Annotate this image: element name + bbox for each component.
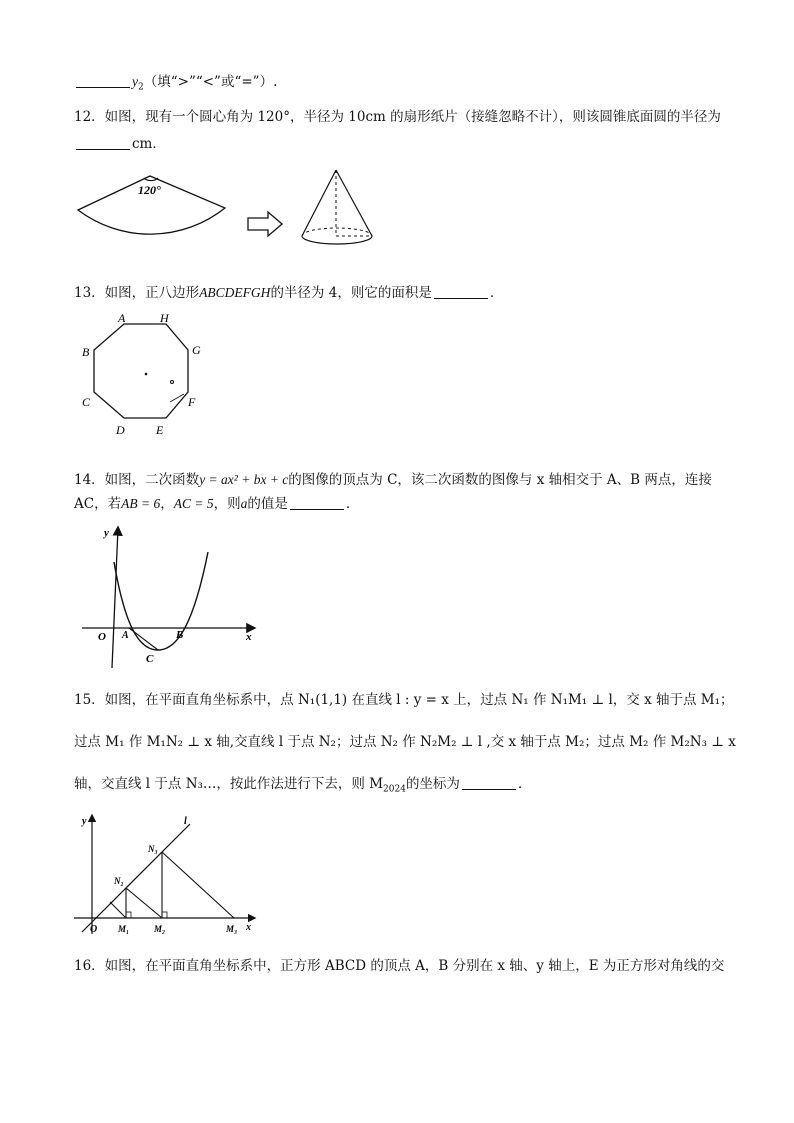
- q15-line3: 轴，交直线 l 于点 N₃…，按此作法进行下去，则 $M_{2024}$的坐标为 ．: [74, 776, 532, 795]
- cone-base-front: [302, 236, 372, 244]
- svg-text:l: l: [184, 816, 187, 827]
- answer-blank[interactable]: [76, 73, 130, 88]
- q14-parabola-figure: [76, 522, 266, 670]
- svg-text:x: x: [246, 922, 251, 933]
- vertex-label-e: E: [156, 423, 164, 437]
- arrow-icon: [248, 212, 282, 236]
- y2-var: y: [132, 74, 138, 89]
- svg-text:O: O: [98, 631, 106, 643]
- svg-text:N₃: N₃: [148, 844, 158, 854]
- cone-right-edge: [336, 170, 372, 236]
- line-l: [82, 824, 190, 932]
- q11-hint: （填“>”“<”或“=”）.: [143, 74, 278, 90]
- vertex-label-h: H: [160, 311, 169, 325]
- svg-text:C: C: [146, 653, 154, 665]
- q15-line1: 15．如图，在平面直角坐标系中，点 N₁(1,1) 在直线 l : y = x 上，过点 N₁ 作 N₁M₁ ⊥ l，交 x 轴于点 M₁；: [74, 692, 734, 708]
- q16-text: 16．如图，在平面直角坐标系中，正方形 ABCD 的顶点 A，B 分别在 x 轴、y 轴上，E 为正方形对角线的交: [74, 958, 725, 974]
- svg-text:M₃: M₃: [226, 924, 238, 934]
- q15-construction-figure: [70, 810, 270, 940]
- svg-text:M₁: M₁: [118, 924, 130, 934]
- svg-text:y: y: [104, 527, 109, 539]
- svg-text:A: A: [122, 630, 129, 641]
- q11-answer-line: $y_2$（填“>”“<”或“=”）.: [74, 72, 277, 98]
- quadratic-equation: y = ax² + bx + c: [199, 472, 289, 487]
- segment-ac: [129, 628, 158, 650]
- svg-text:x: x: [246, 631, 252, 643]
- angle-label: 120°: [138, 183, 161, 197]
- answer-blank[interactable]: [76, 135, 130, 150]
- right-angle-m2: [162, 912, 167, 918]
- right-angle-m1: [126, 912, 131, 918]
- faint-mark: [171, 381, 174, 384]
- vertex-label-c: C: [82, 395, 91, 409]
- q12-answer-line: cm．: [74, 134, 166, 154]
- octagon-shape: [94, 324, 188, 418]
- q14-line1: 14．如图，二次函数y = ax² + bx + c的图像的顶点为 C，该二次函数的图像与 x 轴相交于 A、B 两点，连接: [74, 472, 712, 488]
- svg-text:N₂: N₂: [114, 876, 124, 886]
- faint-mark-line: [170, 394, 184, 402]
- q13-octagon-figure: [76, 306, 216, 442]
- y-axis: [112, 528, 118, 668]
- vertex-label-d: D: [116, 423, 125, 437]
- segment-n3m3: [162, 852, 234, 918]
- q12-text: 12．如图，现有一个圆心角为 120°，半径为 10cm 的扇形纸片（接缝忽略不计），则该圆锥底面圆的半径为: [74, 109, 721, 125]
- answer-blank[interactable]: [434, 284, 488, 299]
- vertex-label-a: A: [118, 311, 126, 325]
- q14-line2: AC，若AB = 6，AC = 5，则a的值是 ．: [74, 496, 360, 512]
- vertex-label-b: B: [82, 345, 90, 359]
- answer-blank[interactable]: [290, 495, 344, 510]
- svg-text:B: B: [176, 629, 184, 641]
- answer-blank[interactable]: [462, 775, 516, 790]
- cone-base-back: [302, 228, 372, 236]
- cone-left-edge: [302, 170, 336, 236]
- segment-n1m1: [110, 902, 126, 918]
- vertex-label-g: G: [192, 343, 201, 357]
- svg-text:y: y: [82, 816, 87, 827]
- q15-line2: 过点 M₁ 作 M₁N₂ ⊥ x 轴,交直线 l 于点 N₂；过点 N₂ 作 N₂M₂ ⊥ l ,交 x 轴于点 M₂；过点 M₂ 作 M₂N₃ ⊥ x: [74, 734, 736, 750]
- q12-sector-cone-figure: [70, 160, 390, 270]
- center-point: [145, 373, 148, 376]
- q13-text: 13．如图，正八边形ABCDEFGH的半径为 4，则它的面积是 ．: [74, 285, 504, 301]
- svg-text:M₂: M₂: [154, 924, 166, 934]
- vertex-label-f: F: [188, 395, 196, 409]
- svg-text:O: O: [90, 924, 98, 935]
